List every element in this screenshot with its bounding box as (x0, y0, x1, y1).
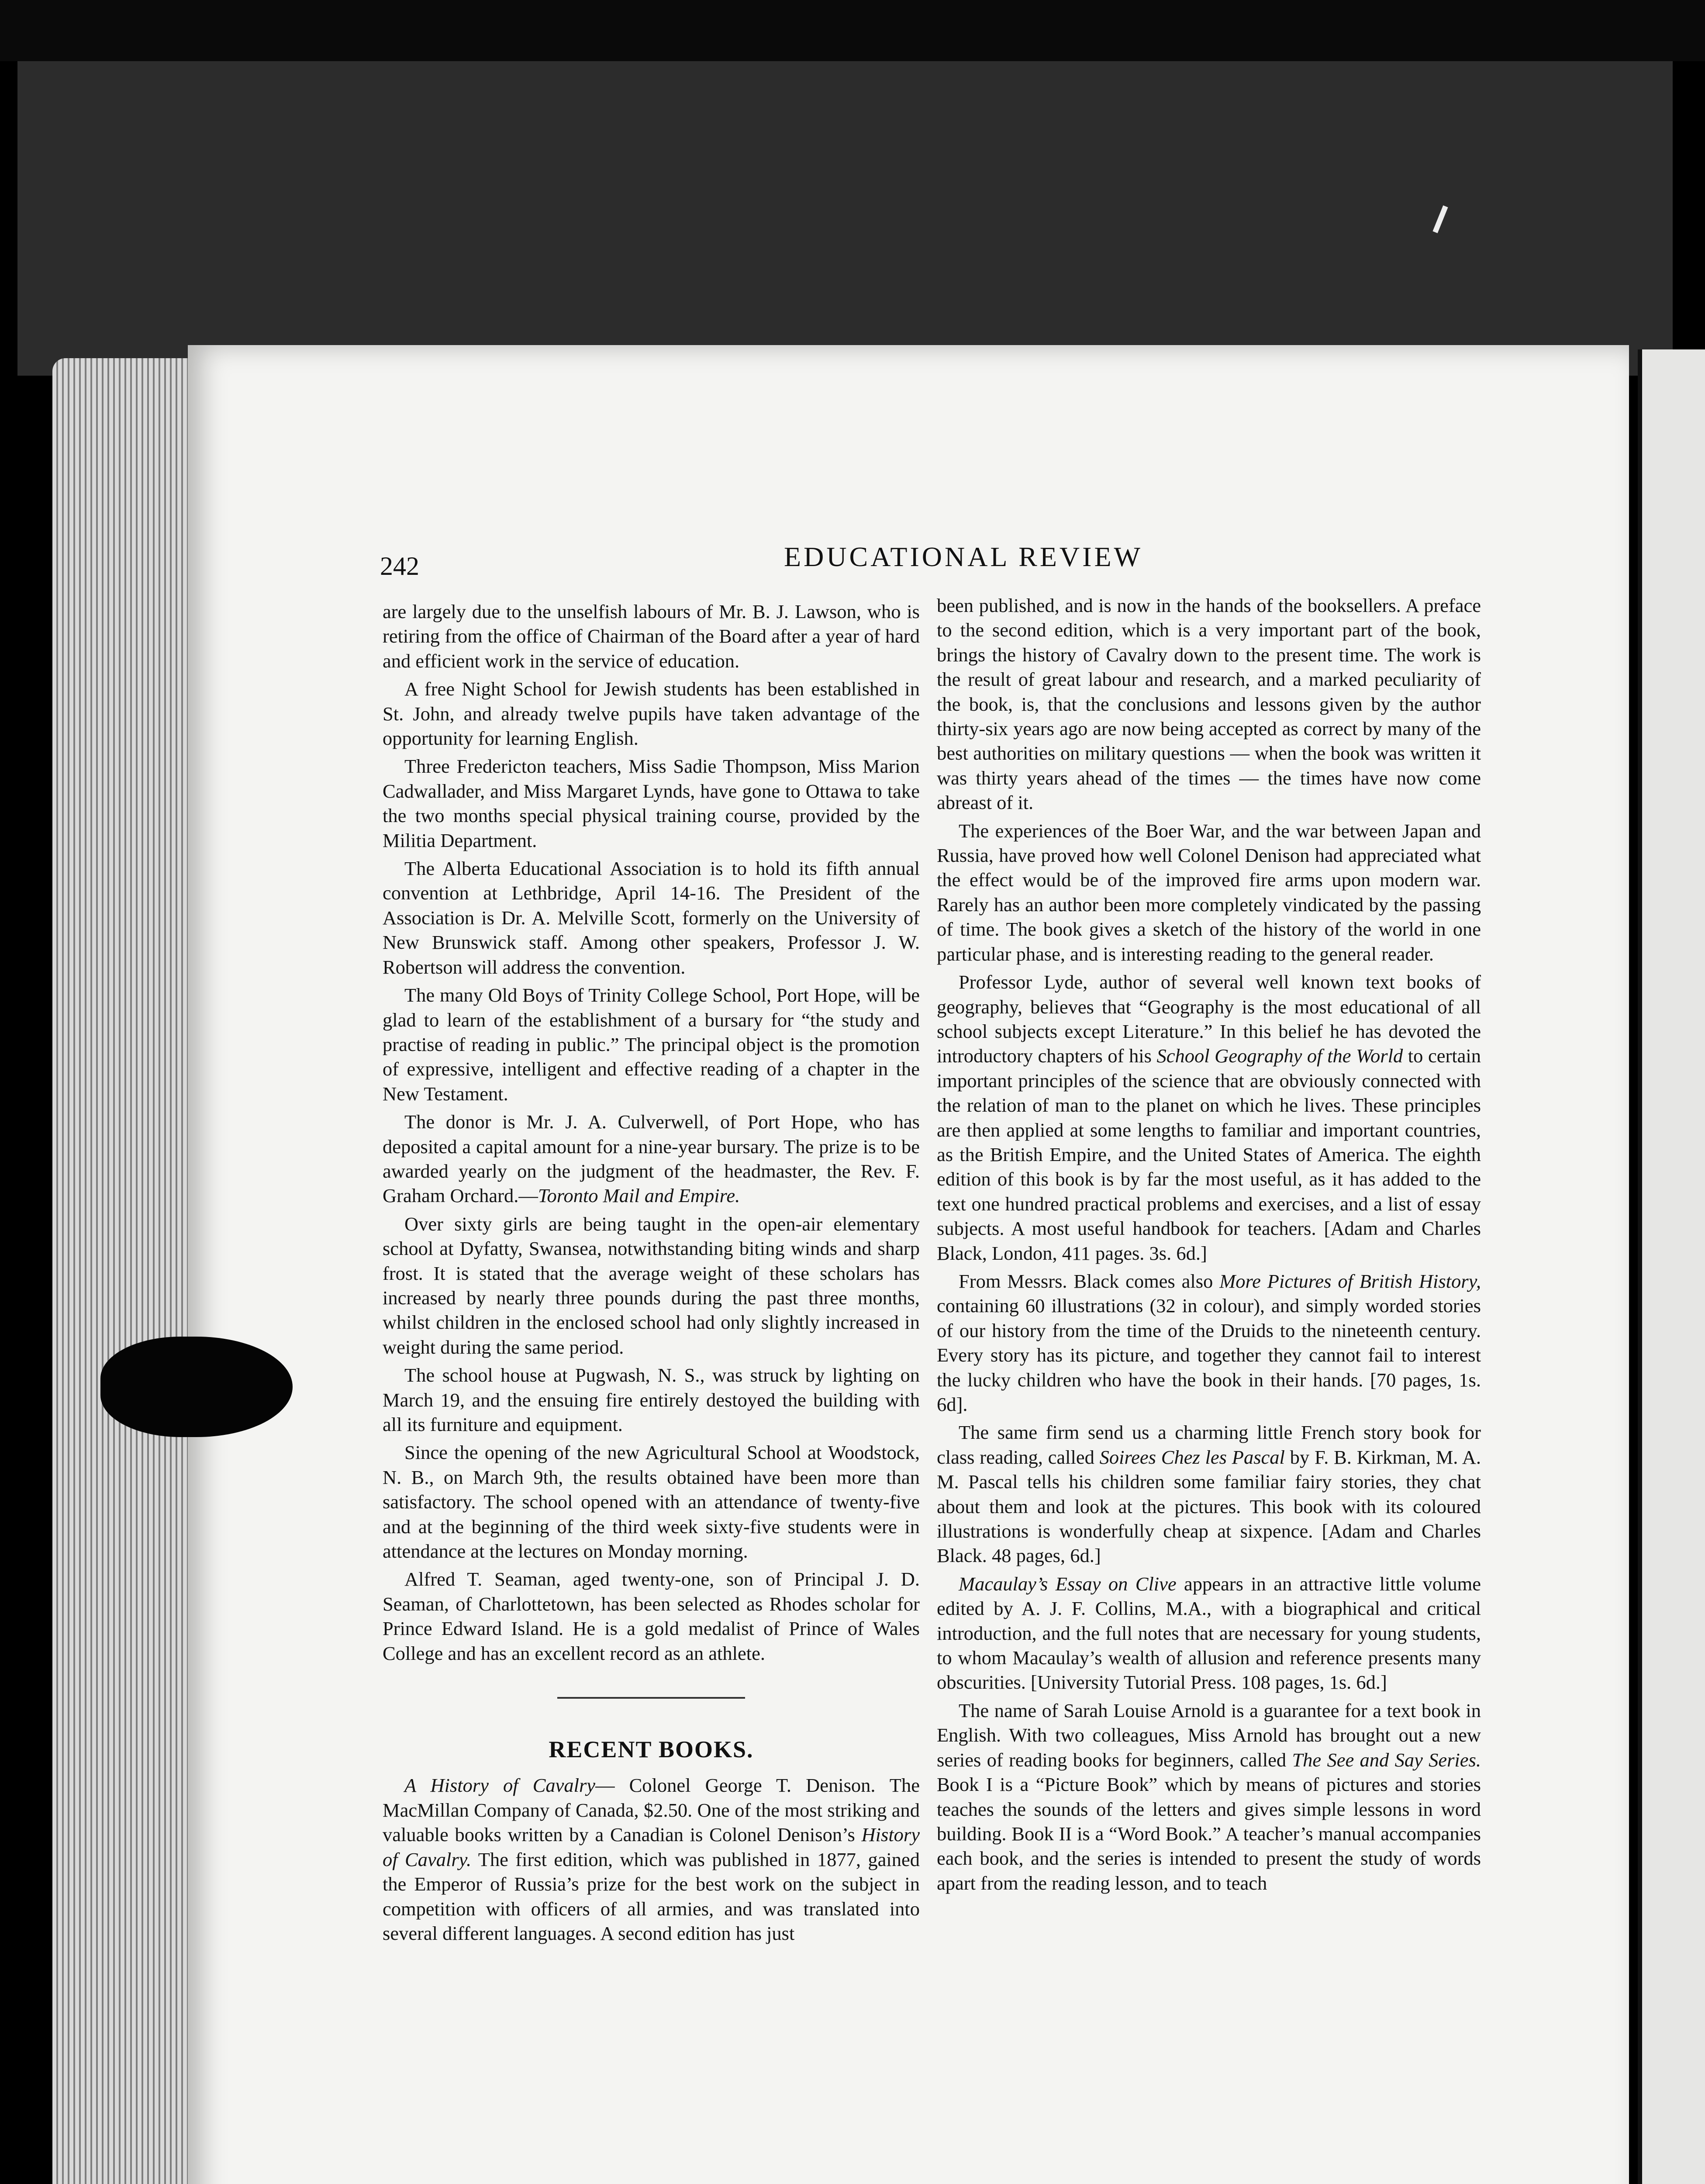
left-column (383, 599, 920, 1949)
review-text: The name of Sarah Louise Arnold is a guarantee for a text book in English. With two colleagues, Miss Arnold has brought out a new series of reading books for beginners, called (937, 1699, 1481, 1771)
book-title: Macaulay’s Essay on Clive (959, 1572, 1177, 1595)
paragraph (937, 1572, 1481, 1695)
paragraph: Since the opening of the new Agricultural School at Woodstock, N. B., on March 9th, the results obtained have been more than satisfactory. The school opened with an attendance of twenty-five and at the beginning of the third week sixty-five students were in attendance at the lectures on Monday morning. (383, 1441, 920, 1562)
section-divider (557, 1697, 745, 1699)
paragraph: The Alberta Educational Association is to hold its fifth annual convention at Lethbridge, April 14-16. The President of the Association is Dr. A. Melville Scott, formerly on the University of New Brunswick staff. Among other speakers, Professor J. W. Robertson will address the convention. (383, 857, 920, 978)
paragraph: The many Old Boys of Trinity College School, Port Hope, will be glad to learn of the establishment of a bursary for “the study and practise of reading in public.” The principal object is the promotion of expressive, intelligent and effective reading of a chapter in the New Testament. (383, 984, 920, 1105)
review-text: Professor Lyde, author of several well known text books of geography, believes that “Geography is the most educational of all school subjects except Literature.” In this belief he has devoted the introductory chapters of his (937, 971, 1481, 1067)
paragraph: Over sixty girls are being taught in the open-air elementary school at Dyfatty, Swansea, notwithstanding biting winds and sharp frost. It is stated that the average weight of these scholars has increased by nearly three pounds during the past three months, whilst children in the enclosed school had only slightly increased in weight during the same period. (383, 1213, 920, 1358)
paragraph (937, 1420, 1481, 1568)
paragraph: The experiences of the Boer War, and the war between Japan and Russia, have proved how well Colonel Denison had appreciated what the effect would be of the improved fire arms upon modern war. Rarely has an author been more completely vindicated by the passing of time. The book gives a sketch of the history of the world in one particular phase, and is interesting reading to the general reader. (937, 819, 1481, 965)
review-text: The first edition, which was published in 1877, gained the Emperor of Russia’s prize for the best work on the subject in competition with officers of all armies, and was translated into several different languages. A second edition has just (383, 1848, 920, 1944)
page-number: 242 (380, 552, 419, 581)
book-title: History of Cavalry. (383, 1824, 920, 1870)
review-text: to certain important principles of the science that are obviously connected with the relation of man to the planet on which he lives. These principles are then applied at some lengths to familiar and important countries, as the British Empire, and the United States of America. The eighth edition of this book is by far the most useful, as it has added to the text one hundred practical problems and exercises, and a list of essay subjects. A most useful handbook for teachers. [Adam and Charles Black, London, 411 pages. 3s. 6d.] (937, 1045, 1481, 1264)
book-title: School Geography of the World (1156, 1045, 1403, 1067)
paragraph (937, 1269, 1481, 1417)
paragraph (937, 970, 1481, 1265)
book-page-edges (52, 358, 201, 2184)
book-title: The See and Say Series. (1292, 1749, 1481, 1771)
paragraph-text: The donor is Mr. J. A. Culverwell, of Port Hope, who has deposited a capital amount for a nine-year bursary. The prize is to be awarded yearly on the judgment of the headmaster, the Rev. F. Graham Orchard.— (383, 1111, 920, 1207)
review-text: containing 60 illustrations (32 in colour), and simply worded stories of our history from the time of the Druids to the nineteenth century. Every story has its picture, and together they cannot fail to interest the lucky children who have the book in their hands. [70 pages, 1s. 6d]. (937, 1295, 1481, 1415)
right-column (937, 593, 1481, 1899)
paragraph: A free Night School for Jewish students has been established in St. John, and already twelve pupils have taken advantage of the opportunity for learning English. (383, 678, 920, 750)
review-text: The same firm send us a charming little French story book for class reading, called (937, 1421, 1481, 1468)
thumb-shadow (100, 1337, 293, 1437)
review-text: — Colonel George T. Denison. The MacMillan Company of Canada, $2.50. One of the most striking and valuable books written by a Canadian is Colonel Denison’s (383, 1774, 920, 1846)
paragraph: Alfred T. Seaman, aged twenty-one, son of Principal J. D. Seaman, of Charlottetown, has been selected as Rhodes scholar for Prince Edward Island. He is a gold medalist of Prince of Wales College and has an excellent record as an athlete. (383, 1568, 920, 1664)
section-heading: RECENT BOOKS. (549, 1736, 754, 1763)
review-paragraph (383, 1773, 920, 1946)
facing-page-edge (1638, 349, 1705, 2184)
paragraph (937, 1698, 1481, 1895)
running-head: EDUCATIONAL REVIEW (784, 541, 1143, 572)
book-title: A History of Cavalry (404, 1774, 596, 1797)
paragraph (383, 1109, 920, 1208)
paragraph: are largely due to the unselfish labours of Mr. B. J. Lawson, who is retiring from the office of Chairman of the Board after a year of hard and efficient work in the service of education. (383, 601, 920, 672)
paragraph: been published, and is now in the hands of the booksellers. A preface to the second edition, which is a very important part of the book, brings the history of Cavalry down to the present time. The work is the result of great labour and research, and a marked peculiarity of the book, is, that the conclusions and lessons given by the author thirty-six years ago are now being accepted as correct by many of the best authorities on military questions — when the book was written it was thirty years ahead of the times — the times have now come abreast of it. (937, 594, 1481, 814)
review-text: From Messrs. Black comes also (959, 1270, 1220, 1292)
review-text: appears in an attractive little volume edited by A. J. F. Collins, M.A., with a biographical and critical introduction, and the full notes that are necessary for young students, to whom Macaulay’s wealth of allusion and reference presents many obscurities. [University Tutorial Press. 108 pages, 1s. 6d.] (937, 1572, 1481, 1693)
scan-background-dark (17, 61, 1673, 376)
review-text: Book I is a “Picture Book” which by means of pictures and stories teaches the sounds of the letters and gives simple lessons in word building. Book II is a “Word Book.” A teacher’s manual accompanies each book, and the series is intended to present the study of words apart from the reading lesson, and to teach (937, 1773, 1481, 1894)
review-text: by F. B. Kirkman, M. A. M. Pascal tells his children some familiar fairy stories, they chat about them and look at the pictures. This book with its coloured illustrations is wonderfully cheap at sixpence. [Adam and Charles Black. 48 pages, 6d.] (937, 1446, 1481, 1567)
paragraph: The school house at Pugwash, N. S., was struck by lighting on March 19, and the ensuing fire entirely destoyed the building with all its furniture and equipment. (383, 1364, 920, 1435)
book-title: Soirees Chez les Pascal (1099, 1446, 1285, 1468)
paragraph: Three Fredericton teachers, Miss Sadie Thompson, Miss Marion Cadwallader, and Miss Margaret Lynds, have gone to Ottawa to take the two months special physical training course, provided by the Militia Department. (383, 755, 920, 851)
book-title: More Pictures of British History, (1219, 1270, 1481, 1292)
source-citation: Toronto Mail and Empire. (538, 1185, 740, 1207)
scan-background-top (0, 0, 1705, 61)
